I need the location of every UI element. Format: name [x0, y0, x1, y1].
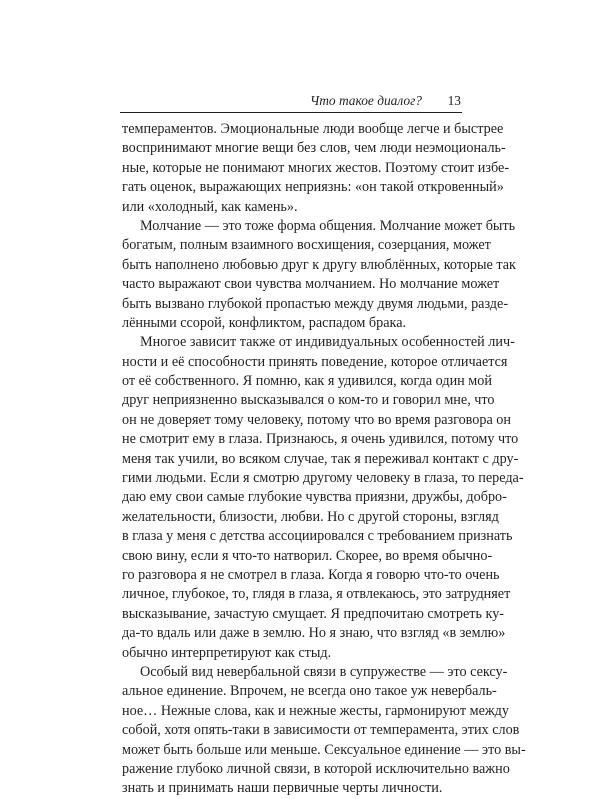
- text-line: ные, которые не понимают многих жестов. Поэтому стоит избе-: [122, 159, 510, 176]
- paragraph: [122, 333, 524, 663]
- page-number: 13: [447, 93, 461, 108]
- text-line: даю ему свои самые глубокие чувства приязни, дружбы, добро-: [122, 489, 507, 506]
- text-line: свою вину, если я что-то натворил. Скорее, во время обычно-: [122, 547, 493, 564]
- text-line: обычно интерпретируют как стыд.: [122, 644, 332, 661]
- text-line: не смотрит ему в глаза. Признаюсь, я очень удивился, потому что: [122, 431, 519, 448]
- text-line: воспринимают многие вещи без слов, чем люди неэмоциональ-: [122, 140, 506, 157]
- paragraph: [122, 217, 516, 333]
- text-line: он не доверяет тому человеку, потому что во время разговора он: [122, 411, 511, 428]
- text-line: лёнными ссорой, конфликтом, распадом брака.: [122, 314, 407, 331]
- text-line: богатым, полным взаимного восхищения, созерцания, может: [122, 237, 491, 254]
- running-title: Что такое диалог?: [310, 93, 422, 108]
- text-line: альное единение. Впрочем, не всегда оно такое уж невербаль-: [122, 683, 497, 700]
- text-line: быть наполнено любовью друг к другу влюблённых, которые так: [122, 256, 516, 273]
- text-line: знать и принимать наши первичные черты личности.: [122, 780, 443, 797]
- text-line: гими людьми. Если я смотрю другому человеку в глаза, то переда-: [122, 470, 524, 487]
- text-line: желательности, близости, любви. Но с другой стороны, взгляд: [122, 508, 499, 525]
- text-line: ности и её способности принять поведение, которое отличается: [122, 353, 508, 370]
- text-line: да-то вдаль или даже в землю. Но я знаю, что взгляд «в землю»: [122, 625, 506, 642]
- text-line: личное, глубокое, то, глядя в глаза, я отвлекаюсь, это затрудняет: [122, 586, 511, 603]
- paragraph: [122, 663, 526, 799]
- text-line: в глаза у меня с детства ассоциировался с требованием признать: [122, 528, 513, 545]
- text-line: быть вызвано глубокой пропастью между двумя людьми, разде-: [122, 295, 509, 312]
- text-line: Особый вид невербальной связи в супружестве — это сексу-: [140, 663, 508, 680]
- text-line: Молчание — это тоже форма общения. Молчание может быть: [140, 217, 516, 234]
- text-line: друг неприязненно высказывался о ком-то и говорил мне, что: [122, 392, 495, 409]
- text-line: ное… Нежные слова, как и нежные жесты, гармонируют между: [122, 702, 509, 719]
- text-line: го разговора я не смотрел в глаза. Когда я говорю что-то очень: [122, 566, 500, 583]
- text-line: от её собственного. Я помню, как я удивился, когда один мой: [122, 373, 492, 390]
- text-line: собой, хотя опять-таки в зависимости от темперамента, этих слов: [122, 722, 520, 739]
- text-line: может быть больше или меньше. Сексуальное единение — это вы-: [122, 741, 526, 758]
- text-line: часто выражают свои чувства молчанием. Но молчание может: [122, 276, 500, 293]
- text-line: гать оценок, выражающих неприязнь: «он такой откровенный»: [122, 179, 504, 196]
- text-line: высказывание, зачастую смущает. Я предпочитаю смотреть ку-: [122, 605, 505, 622]
- text-line: меня так учили, во всяком случае, так я переживал контакт с дру-: [122, 450, 519, 467]
- body-text: [122, 120, 526, 799]
- text-line: ражение глубоко личной связи, в которой исключительно важно: [122, 760, 510, 777]
- text-line: темпераментов. Эмоциональные люди вообще легче и быстрее: [122, 121, 504, 137]
- running-header: [120, 92, 462, 113]
- paragraph: [122, 120, 510, 217]
- text-line: или «холодный, как камень».: [122, 198, 298, 215]
- text-line: Многое зависит также от индивидуальных особенностей лич-: [140, 334, 515, 351]
